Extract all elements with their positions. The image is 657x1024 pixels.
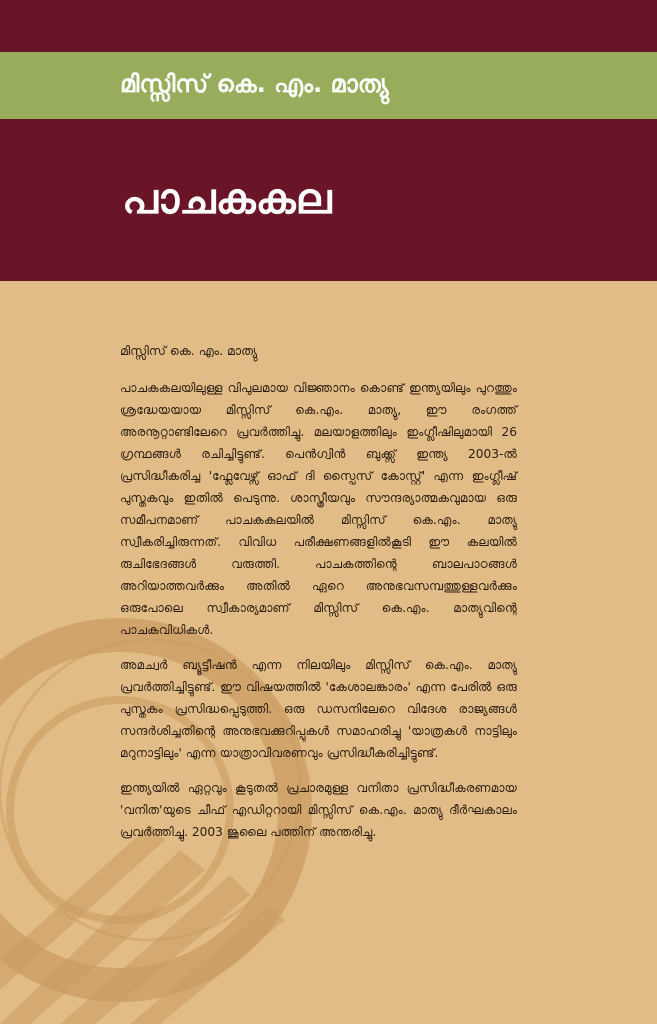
- blurb-paragraph-2: അമച്വർ ബ്യൂട്ടീഷൻ എന്ന നിലയിലും മിസ്സിസ് കെ.എം. മാത്യു പ്രവർത്തിച്ചിട്ടുണ്ട്. ഈ വിഷയത്തിൽ 'കേശാലങ്കാരം' എന്ന പേരിൽ ഒരു പുസ്തകം പ്രസിദ്ധപ്പെടുത്തി. ഒരു ഡസനിലേറെ വിദേശ രാജ്യങ്ങൾ സന്ദർശിച്ചതിന്റെ അനുഭവക്കുറിപ്പുകൾ സമാഹരിച്ചു 'യാത്രകൾ നാട്ടിലും മറുനാട്ടിലും' എന്ന യാത്രാവിവരണവും പ്രസിദ്ധീകരിച്ചിട്ടുണ്ട്.: [120, 658, 517, 760]
- title-band: [0, 119, 657, 281]
- author-band: [0, 52, 657, 119]
- blurb-author-line: മിസ്സിസ് കെ. എം. മാത്യു: [120, 343, 258, 358]
- blurb-paragraph-3: ഇന്ത്യയിൽ ഏറ്റവും കൂടുതൽ പ്രചാരമുള്ള വനിതാ പ്രസിദ്ധീകരണമായ 'വനിത'യുടെ ചീഫ് എഡിറ്ററായി മിസ്സിസ് കെ.എം. മാത്യു ദീർഘകാലം പ്രവർത്തിച്ചു. 2003 ജൂലൈ പത്തിന് അന്തരിച്ചു.: [120, 781, 517, 839]
- cover-author-name: മിസ്സിസ് കെ. എം. മാത്യു: [120, 70, 389, 98]
- book-title: പാചകകല: [122, 174, 332, 223]
- back-cover-blurb: [120, 340, 517, 856]
- blurb-paragraph-1: പാചകകലയിലുള്ള വിപുലമായ വിജ്ഞാനം കൊണ്ട് ഇന്ത്യയിലും പുറത്തും ശ്രദ്ധേയയായ മിസ്സിസ് കെ.എം. മാത്യു, ഈ രംഗത്ത് അരനൂറ്റാണ്ടിലേറെ പ്രവർത്തിച്ചു. മലയാളത്തിലും ഇംഗ്ലീഷിലുമായി 26 ഗ്രന്ഥങ്ങൾ രചിച്ചിട്ടുണ്ട്. പെൻഗ്വിൻ ബുക്ക്സ് ഇന്ത്യ 2003-ൽ പ്രസിദ്ധീകരിച്ച 'ഫ്ലേവേഴ്സ് ഓഫ് ദി സ്പൈസ് കോസ്റ്റ്' എന്ന ഇംഗ്ലീഷ് പുസ്തകവും ഇതിൽ പെടുന്നു. ശാസ്ത്രീയവും സൗന്ദര്യാത്മകവുമായ ഒരു സമീപനമാണ് പാചകകലയിൽ മിസ്സിസ് കെ.എം. മാത്യു സ്വീകരിച്ചിരുന്നത്. വിവിധ പരീക്ഷണങ്ങളിൽകൂടി ഈ കലയിൽ രുചിഭേദങ്ങൾ വരുത്തി. പാചകത്തിന്റെ ബാലപാഠങ്ങൾ അറിയാത്തവർക്കും അതിൽ ഏറെ അനുഭവസമ്പത്തുള്ളവർക്കും ഒരുപോലെ സ്വീകാര്യമാണ് മിസ്സിസ് കെ.എം. മാത്യുവിന്റെ പാചകവിധികൾ.: [120, 381, 517, 637]
- top-maroon-band: [0, 0, 657, 52]
